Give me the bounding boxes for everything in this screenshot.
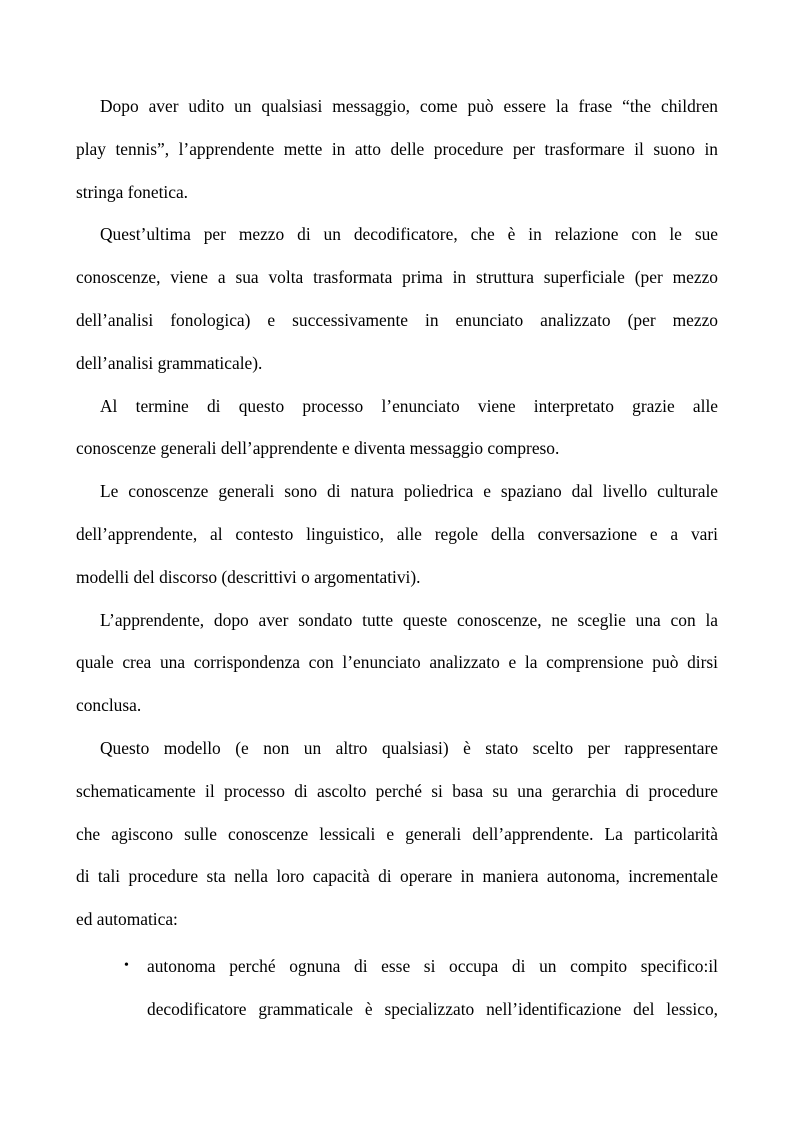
- list-item-text: autonoma perché ognuna di esse si occupa di un compito specifico:il: [147, 956, 718, 976]
- text-line: conclusa.: [76, 695, 142, 716]
- text-line: modelli del discorso (descrittivi o argomentativi).: [76, 566, 421, 587]
- text-line: conoscenze, viene a sua volta trasformata prima in struttura superficiale (per mezzo: [76, 267, 718, 288]
- paragraph: [76, 91, 718, 219]
- text-line: L’apprendente, dopo aver sondato tutte queste conoscenze, ne sceglie una con la: [100, 609, 718, 630]
- paragraph: [76, 605, 718, 733]
- text-line: conoscenze generali dell’apprendente e diventa messaggio compreso.: [76, 438, 560, 459]
- paragraph: [76, 219, 718, 390]
- list-item: [124, 951, 718, 1037]
- text-line: ed automatica:: [76, 909, 178, 930]
- text-line: Le conoscenze generali sono di natura poliedrica e spaziano dal livello culturale: [100, 481, 718, 502]
- bulleted-list: [124, 951, 718, 1037]
- list-item-text: decodificatore grammaticale è specializzato nell’identificazione del lessico,: [147, 998, 718, 1019]
- text-line: che agiscono sulle conoscenze lessicali e generali dell’apprendente. La particolarità: [76, 823, 718, 844]
- paragraph: [76, 733, 718, 947]
- text-line: stringa fonetica.: [76, 181, 189, 202]
- body-text: [76, 91, 718, 947]
- text-line: dell’analisi grammaticale).: [76, 352, 263, 373]
- paragraph: [76, 476, 718, 604]
- paragraph: [76, 391, 718, 477]
- list-item-line: [124, 951, 718, 994]
- list-item-line: [124, 994, 718, 1037]
- text-line: Quest’ultima per mezzo di un decodificatore, che è in relazione con le sue: [100, 224, 718, 245]
- text-line: di tali procedure sta nella loro capacità di operare in maniera autonoma, incrementale: [76, 866, 718, 887]
- text-line: quale crea una corrispondenza con l’enunciato analizzato e la comprensione può dirsi: [76, 652, 718, 673]
- text-line: Dopo aver udito un qualsiasi messaggio, come può essere la frase “the children: [100, 96, 718, 116]
- bullet-icon: •: [124, 958, 129, 973]
- text-line: play tennis”, l’apprendente mette in atto delle procedure per trasformare il suono in: [76, 138, 718, 159]
- text-line: Al termine di questo processo l’enunciato viene interpretato grazie alle: [100, 395, 718, 416]
- text-line: dell’analisi fonologica) e successivamente in enunciato analizzato (per mezzo: [76, 309, 718, 330]
- text-line: dell’apprendente, al contesto linguistico, alle regole della conversazione e a vari: [76, 523, 718, 544]
- text-line: schematicamente il processo di ascolto perché si basa su una gerarchia di procedure: [76, 780, 718, 801]
- text-line: Questo modello (e non un altro qualsiasi) è stato scelto per rappresentare: [100, 737, 718, 758]
